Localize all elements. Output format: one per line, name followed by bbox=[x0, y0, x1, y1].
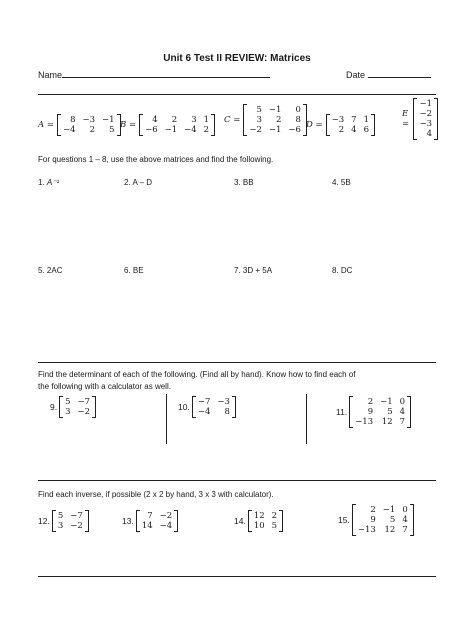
matrix-body bbox=[248, 510, 283, 532]
question-8 bbox=[332, 266, 352, 275]
right-bracket bbox=[85, 510, 89, 532]
matrix-d bbox=[306, 114, 375, 136]
problem-matrix bbox=[338, 504, 414, 536]
question-number: 8. bbox=[332, 266, 341, 275]
matrix-body bbox=[136, 510, 178, 532]
question-text: 5B bbox=[340, 178, 351, 187]
matrix-entry: −2 bbox=[77, 407, 91, 417]
matrix-label: E = bbox=[402, 109, 410, 129]
matrix-entry: −2 bbox=[70, 521, 83, 531]
right-bracket bbox=[232, 396, 236, 418]
section2-instruction-line1: Find the determinant of each of the following. (Find all by hand). Know how to find each of bbox=[38, 370, 356, 379]
matrix-body bbox=[243, 104, 307, 136]
matrix-entry: 9 bbox=[370, 515, 376, 525]
problem-number: 10. bbox=[178, 402, 190, 412]
matrix-entry: 5 bbox=[65, 397, 71, 407]
right-bracket bbox=[434, 98, 438, 140]
matrix-entry: −13 bbox=[355, 417, 374, 427]
matrix-entry: 5 bbox=[389, 515, 396, 525]
problem-matrix bbox=[122, 510, 178, 532]
problem-matrix bbox=[234, 510, 283, 532]
matrix-entry: 7 bbox=[351, 115, 357, 125]
name-blank[interactable] bbox=[62, 68, 270, 78]
matrix-entry: −3 bbox=[217, 397, 230, 407]
matrix-entry: 4 bbox=[402, 515, 408, 525]
page-title: Unit 6 Test II REVIEW: Matrices bbox=[163, 53, 311, 64]
matrix-entry: 5 bbox=[109, 125, 115, 135]
matrix-body bbox=[326, 114, 375, 136]
date-blank[interactable] bbox=[368, 68, 431, 78]
matrix-entry: −2 bbox=[159, 511, 173, 521]
problem-number: 9. bbox=[50, 402, 58, 412]
column-divider-2 bbox=[306, 394, 307, 444]
matrix-entry: 3 bbox=[256, 115, 262, 125]
problem-number: 15. bbox=[338, 515, 350, 525]
matrix-entry: −1 bbox=[102, 115, 115, 125]
right-bracket bbox=[279, 510, 283, 532]
matrix-entry: 5 bbox=[271, 521, 278, 531]
problem-13 bbox=[122, 510, 178, 532]
question-1 bbox=[38, 178, 59, 187]
problem-number: 13. bbox=[122, 516, 134, 526]
matrix-entry: 14 bbox=[141, 521, 153, 531]
matrix-entry: −3 bbox=[419, 119, 432, 129]
matrix-entry: 10 bbox=[253, 521, 265, 531]
matrix-b bbox=[120, 114, 215, 136]
question-number: 3. bbox=[234, 178, 243, 187]
matrix-definitions bbox=[38, 99, 438, 148]
question-3 bbox=[234, 178, 254, 187]
matrix-body bbox=[192, 396, 236, 418]
section3-divider bbox=[38, 480, 436, 481]
matrix-entry: 6 bbox=[363, 125, 370, 135]
question-4 bbox=[332, 178, 351, 187]
problem-number: 11. bbox=[336, 407, 348, 417]
problem-11 bbox=[336, 396, 411, 428]
bottom-divider bbox=[38, 576, 436, 577]
matrix-entry: −3 bbox=[331, 115, 345, 125]
matrix-entry: −6 bbox=[145, 125, 158, 135]
problem-9 bbox=[50, 396, 96, 418]
question-number: 1. bbox=[38, 178, 47, 187]
matrix-entry: 7 bbox=[399, 417, 406, 427]
question-text: BE bbox=[132, 266, 144, 275]
question-number: 6. bbox=[124, 266, 133, 275]
question-number: 7. bbox=[234, 266, 243, 275]
problem-12 bbox=[38, 510, 89, 532]
question-7 bbox=[234, 266, 272, 275]
problem-number: 12. bbox=[38, 516, 50, 526]
matrix-entry: 0 bbox=[402, 505, 408, 515]
section1-instruction: For questions 1 – 8, use the above matrices and find the following. bbox=[38, 155, 274, 164]
section3-instruction: Find each inverse, if possible (2 x 2 by hand, 3 x 3 with calculator). bbox=[38, 490, 274, 499]
matrix-entry: 7 bbox=[402, 525, 408, 535]
matrix-label: A = bbox=[38, 120, 54, 130]
problem-matrix bbox=[50, 396, 96, 418]
matrix-entry: 5 bbox=[57, 511, 64, 521]
matrix-entry: −7 bbox=[77, 397, 91, 407]
problem-number: 14. bbox=[234, 516, 246, 526]
section2-instruction-line2: the following with a calculator as well. bbox=[38, 382, 171, 391]
matrix-entry: −2 bbox=[249, 125, 262, 135]
problem-matrix bbox=[38, 510, 89, 532]
matrix-label: B = bbox=[120, 120, 137, 130]
question-text: BB bbox=[242, 178, 254, 187]
date-label: Date bbox=[346, 70, 366, 80]
section2-divider bbox=[38, 362, 436, 363]
matrix-entry: 4 bbox=[426, 129, 432, 139]
matrix-body bbox=[52, 510, 89, 532]
question-5 bbox=[38, 266, 62, 275]
question-text: 2AC bbox=[46, 266, 63, 275]
matrix-entry: 2 bbox=[271, 511, 278, 521]
right-bracket bbox=[92, 396, 96, 418]
matrix-a bbox=[38, 114, 121, 136]
matrix-entry: −1 bbox=[380, 397, 393, 407]
matrix-entry: −4 bbox=[62, 125, 76, 135]
matrix-label: D = bbox=[306, 120, 323, 130]
right-bracket bbox=[174, 510, 178, 532]
matrix-e bbox=[402, 98, 438, 140]
name-line bbox=[38, 68, 270, 80]
matrix-entry: −1 bbox=[268, 125, 282, 135]
right-bracket bbox=[407, 396, 411, 428]
matrix-entry: 2 bbox=[370, 505, 376, 515]
question-text: A⁻¹ bbox=[46, 178, 60, 187]
matrix-body bbox=[57, 114, 121, 136]
matrix-entry: 2 bbox=[89, 125, 96, 135]
matrix-body bbox=[349, 396, 411, 428]
matrix-c bbox=[224, 104, 307, 136]
matrix-entry: −1 bbox=[419, 99, 432, 109]
question-number: 4. bbox=[332, 178, 341, 187]
matrix-entry: 5 bbox=[387, 407, 393, 417]
matrix-entry: 1 bbox=[363, 115, 370, 125]
question-number: 2. bbox=[124, 178, 133, 187]
matrix-entry: 9 bbox=[367, 407, 374, 417]
matrix-entry: 7 bbox=[147, 511, 153, 521]
right-bracket bbox=[410, 504, 414, 536]
matrix-entry: 1 bbox=[203, 115, 210, 125]
matrix-entry: −13 bbox=[357, 525, 376, 535]
matrix-entry: 3 bbox=[57, 521, 64, 531]
matrix-entry: −2 bbox=[419, 109, 432, 119]
matrix-entry: −4 bbox=[184, 125, 197, 135]
matrix-entry: −1 bbox=[164, 125, 178, 135]
matrix-entry: −6 bbox=[288, 125, 301, 135]
matrix-entry: 2 bbox=[203, 125, 210, 135]
problem-10 bbox=[178, 396, 236, 418]
matrix-entry: 8 bbox=[224, 407, 230, 417]
question-number: 5. bbox=[38, 266, 47, 275]
matrix-entry: 4 bbox=[152, 115, 158, 125]
matrix-body bbox=[352, 504, 414, 536]
matrix-entry: −1 bbox=[268, 105, 282, 115]
matrix-entry: 0 bbox=[295, 105, 301, 115]
problem-matrix bbox=[336, 396, 411, 428]
matrix-body bbox=[59, 396, 96, 418]
problem-matrix bbox=[178, 396, 236, 418]
matrix-entry: 4 bbox=[351, 125, 357, 135]
matrix-entry: 2 bbox=[275, 115, 282, 125]
matrix-entry: −7 bbox=[70, 511, 83, 521]
question-text: DC bbox=[340, 266, 353, 275]
matrix-entry: 5 bbox=[256, 105, 262, 115]
questions-row-2 bbox=[38, 266, 438, 278]
date-line bbox=[346, 68, 431, 80]
matrix-entry: 0 bbox=[399, 397, 406, 407]
right-bracket bbox=[371, 114, 375, 136]
question-6 bbox=[124, 266, 144, 275]
questions-row-1 bbox=[38, 178, 438, 190]
matrix-entry: 4 bbox=[399, 407, 406, 417]
matrix-entry: 8 bbox=[295, 115, 301, 125]
matrix-entry: −4 bbox=[197, 407, 211, 417]
matrix-entry: 12 bbox=[384, 525, 396, 535]
header-divider bbox=[38, 94, 436, 95]
matrix-body bbox=[139, 114, 215, 136]
matrix-entry: 2 bbox=[367, 397, 374, 407]
matrix-entry: 12 bbox=[381, 417, 393, 427]
matrix-entry: −7 bbox=[197, 397, 211, 407]
matrix-entry: −3 bbox=[82, 115, 96, 125]
right-bracket bbox=[211, 114, 215, 136]
problem-15 bbox=[338, 504, 414, 536]
matrix-entry: 8 bbox=[70, 115, 76, 125]
matrix-entry: −4 bbox=[159, 521, 173, 531]
matrix-entry: 3 bbox=[65, 407, 71, 417]
matrix-entry: 2 bbox=[338, 125, 345, 135]
matrix-entry: −1 bbox=[382, 505, 396, 515]
column-divider-1 bbox=[166, 394, 167, 444]
matrix-body bbox=[413, 98, 438, 140]
question-text: 3D + 5A bbox=[242, 266, 273, 275]
question-text: A – D bbox=[132, 178, 153, 187]
matrix-entry: 12 bbox=[253, 511, 265, 521]
question-2 bbox=[124, 178, 152, 187]
matrix-entry: 2 bbox=[171, 115, 178, 125]
name-label: Name bbox=[38, 70, 63, 80]
matrix-entry: 3 bbox=[191, 115, 197, 125]
matrix-label: C = bbox=[224, 115, 241, 125]
problem-14 bbox=[234, 510, 283, 532]
